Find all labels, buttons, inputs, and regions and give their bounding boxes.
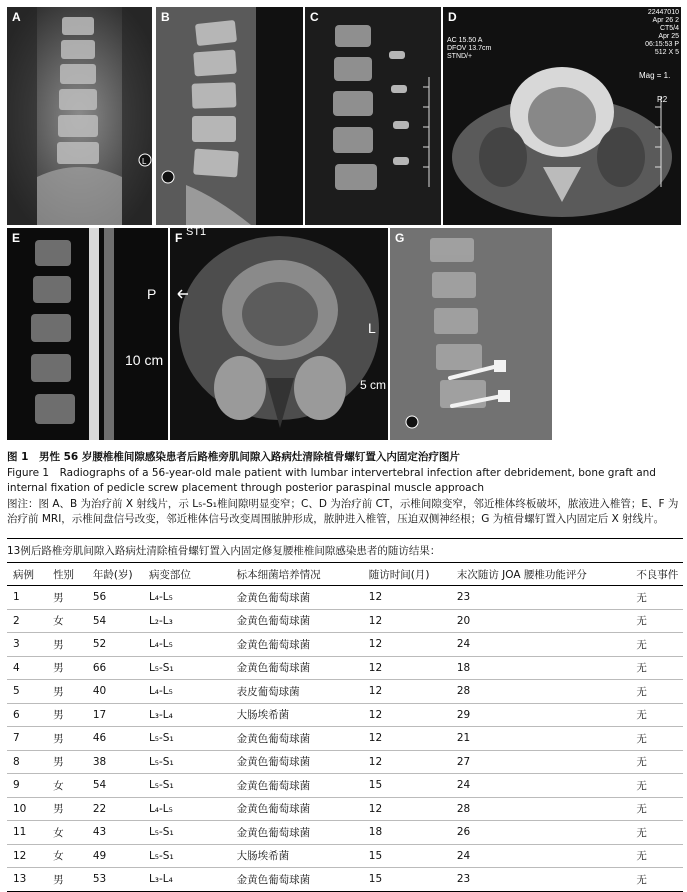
- cell-sex: 男: [47, 750, 87, 774]
- cell-case: 8: [7, 750, 47, 774]
- cell-case: 3: [7, 633, 47, 657]
- cell-joa: 24: [451, 633, 630, 657]
- table-row: [7, 844, 683, 868]
- cell-site: L₅-S₁: [143, 774, 231, 798]
- panel-d-ct-axial: [443, 7, 681, 225]
- cell-case: 4: [7, 656, 47, 680]
- cell-followup: 12: [363, 633, 451, 657]
- cell-adverse: 无: [630, 868, 683, 892]
- cell-adverse: 无: [630, 633, 683, 657]
- cell-adverse: 无: [630, 586, 683, 610]
- cell-case: 9: [7, 774, 47, 798]
- cell-site: L₅-S₁: [143, 821, 231, 845]
- cell-adverse: 无: [630, 656, 683, 680]
- figure-caption-note: 图注：图 A、B 为治疗前 X 射线片，示 L₅-S₁椎间隙明显变窄；C、D 为治疗前 CT，示椎间隙变窄，邻近椎体终板破坏，脓液进入椎管；E、F 为治疗前 MRI，示椎间盘信号改变，邻近椎体信号改变周围脓肿形成，脓肿进入椎管，压迫双侧神经根；G 为植骨螺钉置入内固定后 X 射线片。: [7, 498, 679, 525]
- cell-culture: 金黄色葡萄球菌: [231, 586, 363, 610]
- ct-axial-info-top: 22447010 Apr 26 2 CT5/4 Apr 25 06:15:53 P 512 X 5: [645, 9, 679, 56]
- cell-site: L₅-S₁: [143, 656, 231, 680]
- cell-sex: 男: [47, 586, 87, 610]
- ct-axial-mag: Mag = 1.: [639, 71, 671, 80]
- cell-adverse: 无: [630, 774, 683, 798]
- cell-sex: 女: [47, 821, 87, 845]
- panel-label-a: A: [12, 10, 21, 24]
- table-row: [7, 821, 683, 845]
- cell-adverse: 无: [630, 844, 683, 868]
- cell-culture: 金黄色葡萄球菌: [231, 774, 363, 798]
- panel-label-c: C: [310, 10, 319, 24]
- cell-sex: 男: [47, 868, 87, 892]
- cell-age: 40: [87, 680, 143, 704]
- xray-lateral-image: [156, 7, 303, 225]
- cell-site: L₅-S₁: [143, 750, 231, 774]
- cell-age: 17: [87, 703, 143, 727]
- cell-sex: 男: [47, 797, 87, 821]
- cell-age: 38: [87, 750, 143, 774]
- cell-culture: 大肠埃希菌: [231, 703, 363, 727]
- cell-age: 43: [87, 821, 143, 845]
- cell-joa: 27: [451, 750, 630, 774]
- figure-caption-en: Figure 1 Radiographs of a 56-year-old male patient with lumbar intervertebral infection after debridement, bone graft and internal fixation of pedicle screw placement through posterior paraspinal muscle approach: [7, 467, 656, 494]
- mri-axial-l-marker: L: [368, 320, 376, 336]
- cell-followup: 12: [363, 727, 451, 751]
- panel-label-e: E: [12, 231, 21, 245]
- panel-label-d: D: [448, 10, 457, 24]
- cell-culture: 表皮葡萄球菌: [231, 680, 363, 704]
- cell-culture: 大肠埃希菌: [231, 844, 363, 868]
- cell-culture: 金黄色葡萄球菌: [231, 821, 363, 845]
- cell-adverse: 无: [630, 609, 683, 633]
- cell-site: L₄-L₅: [143, 633, 231, 657]
- col-header-culture: 标本细菌培养情况: [231, 563, 363, 586]
- ct-axial-r2: R2: [657, 95, 668, 104]
- cell-site: L₃-L₄: [143, 703, 231, 727]
- table-body: [7, 586, 683, 892]
- panel-e-mri-sagittal: [7, 228, 168, 440]
- table-header-row: [7, 563, 683, 586]
- cell-age: 52: [87, 633, 143, 657]
- cell-sex: 男: [47, 727, 87, 751]
- mri-sagittal-scale: 10 cm: [125, 352, 164, 368]
- table-row: [7, 774, 683, 798]
- cell-followup: 12: [363, 703, 451, 727]
- cell-followup: 12: [363, 750, 451, 774]
- table-title: 13例后路椎旁肌间隙入路病灶清除植骨螺钉置入内固定修复腰椎椎间隙感染患者的随访结果：: [7, 545, 441, 557]
- table-row: [7, 703, 683, 727]
- cell-age: 22: [87, 797, 143, 821]
- cell-culture: 金黄色葡萄球菌: [231, 797, 363, 821]
- cell-site: L₅-S₁: [143, 844, 231, 868]
- xray-postop-image: [390, 228, 552, 440]
- cell-sex: 男: [47, 656, 87, 680]
- col-header-case: 病例: [7, 563, 47, 586]
- cell-joa: 29: [451, 703, 630, 727]
- cell-followup: 15: [363, 774, 451, 798]
- cell-culture: 金黄色葡萄球菌: [231, 868, 363, 892]
- col-header-sex: 性别: [47, 563, 87, 586]
- table-row: [7, 680, 683, 704]
- cell-sex: 男: [47, 703, 87, 727]
- cell-age: 46: [87, 727, 143, 751]
- cell-followup: 12: [363, 656, 451, 680]
- cell-site: L₄-L₅: [143, 586, 231, 610]
- panel-g-xray-postop: [390, 228, 552, 440]
- cell-sex: 女: [47, 844, 87, 868]
- cell-case: 1: [7, 586, 47, 610]
- col-header-age: 年龄(岁): [87, 563, 143, 586]
- cell-case: 13: [7, 868, 47, 892]
- cell-age: 49: [87, 844, 143, 868]
- table-row: [7, 868, 683, 892]
- cell-sex: 男: [47, 680, 87, 704]
- cell-followup: 12: [363, 586, 451, 610]
- panel-b-xray-lateral: [156, 7, 303, 225]
- ct-axial-info-left: AC 15.50 A DFOV 13.7cm STND/+: [447, 37, 492, 60]
- cell-joa: 23: [451, 868, 630, 892]
- cell-followup: 12: [363, 609, 451, 633]
- table-row: [7, 727, 683, 751]
- cell-culture: 金黄色葡萄球菌: [231, 727, 363, 751]
- cell-case: 6: [7, 703, 47, 727]
- cell-site: L₂-L₃: [143, 609, 231, 633]
- results-table: [7, 563, 683, 892]
- cell-adverse: 无: [630, 727, 683, 751]
- cell-culture: 金黄色葡萄球菌: [231, 750, 363, 774]
- cell-adverse: 无: [630, 680, 683, 704]
- cell-age: 56: [87, 586, 143, 610]
- panel-a-xray-ap: [7, 7, 152, 225]
- mri-sagittal-p-marker: P: [147, 286, 157, 302]
- cell-adverse: 无: [630, 821, 683, 845]
- cell-site: L₅-S₁: [143, 727, 231, 751]
- cell-joa: 20: [451, 609, 630, 633]
- cell-followup: 15: [363, 868, 451, 892]
- cell-site: L₄-L₅: [143, 797, 231, 821]
- cell-case: 11: [7, 821, 47, 845]
- cell-age: 53: [87, 868, 143, 892]
- col-header-joa: 末次随访 JOA 腰椎功能评分: [451, 563, 630, 586]
- mri-sagittal-image: [7, 228, 168, 440]
- mri-axial-scale: 5 cm: [360, 378, 387, 392]
- col-header-followup: 随访时间(月): [363, 563, 451, 586]
- ct-sagittal-image: [305, 7, 441, 225]
- cell-case: 10: [7, 797, 47, 821]
- panel-label-g: G: [395, 231, 405, 245]
- cell-sex: 女: [47, 774, 87, 798]
- cell-adverse: 无: [630, 703, 683, 727]
- table-top-rule: [7, 538, 683, 539]
- mri-axial-top-text: ST1: [186, 228, 207, 238]
- cell-adverse: 无: [630, 750, 683, 774]
- panel-f-mri-axial: [170, 228, 388, 440]
- col-header-site: 病变部位: [143, 563, 231, 586]
- cell-sex: 女: [47, 609, 87, 633]
- col-header-adverse: 不良事件: [630, 563, 683, 586]
- cell-joa: 24: [451, 844, 630, 868]
- cell-case: 12: [7, 844, 47, 868]
- table-row: [7, 586, 683, 610]
- cell-followup: 12: [363, 797, 451, 821]
- cell-culture: 金黄色葡萄球菌: [231, 633, 363, 657]
- cell-site: L₄-L₅: [143, 680, 231, 704]
- cell-age: 54: [87, 609, 143, 633]
- cell-culture: 金黄色葡萄球菌: [231, 609, 363, 633]
- table-row: [7, 609, 683, 633]
- cell-case: 7: [7, 727, 47, 751]
- panel-label-b: B: [161, 10, 170, 24]
- table-row: [7, 656, 683, 680]
- cell-followup: 18: [363, 821, 451, 845]
- cell-adverse: 无: [630, 797, 683, 821]
- cell-joa: 28: [451, 680, 630, 704]
- cell-site: L₃-L₄: [143, 868, 231, 892]
- panel-label-f: F: [175, 231, 183, 245]
- cell-joa: 23: [451, 586, 630, 610]
- cell-sex: 男: [47, 633, 87, 657]
- cell-joa: 24: [451, 774, 630, 798]
- table-row: [7, 633, 683, 657]
- cell-joa: 28: [451, 797, 630, 821]
- cell-age: 66: [87, 656, 143, 680]
- xray-ap-image: [7, 7, 152, 225]
- mri-axial-image: [170, 228, 388, 440]
- cell-culture: 金黄色葡萄球菌: [231, 656, 363, 680]
- table-row: [7, 797, 683, 821]
- cell-case: 2: [7, 609, 47, 633]
- cell-followup: 12: [363, 680, 451, 704]
- figure-caption-cn-title: 图 1 男性 56 岁腰椎椎间隙感染患者后路椎旁肌间隙入路病灶清除植骨螺钉置入内固定治疗图片: [7, 451, 460, 463]
- svg-text:L: L: [142, 157, 147, 166]
- panel-c-ct-sagittal: [305, 7, 441, 225]
- cell-age: 54: [87, 774, 143, 798]
- cell-joa: 26: [451, 821, 630, 845]
- cell-joa: 21: [451, 727, 630, 751]
- cell-followup: 15: [363, 844, 451, 868]
- cell-joa: 18: [451, 656, 630, 680]
- table-row: [7, 750, 683, 774]
- cell-case: 5: [7, 680, 47, 704]
